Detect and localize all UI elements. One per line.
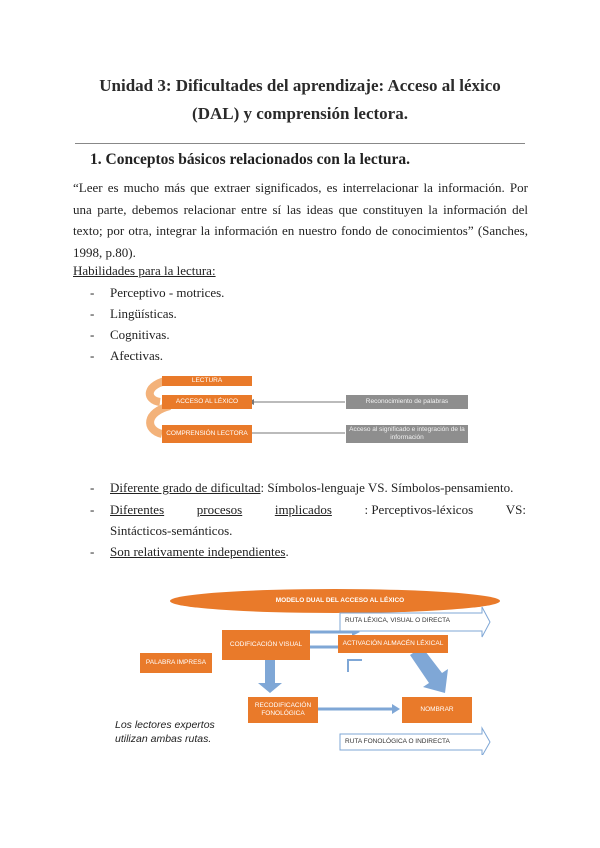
bullet-procesos-continuation: Sintácticos-semánticos. bbox=[110, 523, 233, 538]
bullet-independientes: Son relativamente independientes. bbox=[110, 544, 289, 559]
quote-paragraph: “Leer es mucho más que extraer significados, es interrelacionar la información. Por una parte, debemos relacionar entre sí las ideas que constituyen la información del texto; por otra, integrar la información en nuestro fondo de conocimientos” (Sanches, 1998, p.80). bbox=[73, 180, 528, 260]
box-activacion: ACTIVACIÓN ALMACÉN LÉXICAL bbox=[338, 635, 448, 653]
ruta-lexica-label: RUTA LÉXICA, VISUAL O DIRECTA bbox=[345, 617, 450, 624]
page-title-line-2: (DAL) y comprensión lectora. bbox=[192, 104, 408, 123]
box-reconocimiento: Reconocimiento de palabras bbox=[346, 395, 468, 409]
box-palabra-impresa: PALABRA IMPRESA bbox=[140, 653, 212, 673]
page-title-line-1: Unidad 3: Dificultades del aprendizaje: Acceso al léxico bbox=[99, 76, 501, 95]
box-lectura: LECTURA bbox=[162, 376, 252, 386]
bullet-procesos: Diferentes procesos implicados : Perceptivos-léxicos VS: bbox=[110, 502, 526, 517]
skill-item: Lingüísticas. bbox=[110, 306, 177, 321]
diagram-title: MODELO DUAL DEL ACCESO AL LÉXICO bbox=[275, 597, 405, 604]
diagram-note: Los lectores expertos utilizan ambas rutas. bbox=[115, 719, 215, 745]
skills-heading: Habilidades para la lectura: bbox=[73, 263, 216, 278]
arrow-down-icon bbox=[258, 660, 282, 693]
skill-item: Afectivas. bbox=[110, 348, 164, 363]
bullet-dificultad: Diferente grado de dificultad: Símbolos-lenguaje VS. Símbolos-pensamiento. bbox=[110, 480, 514, 495]
skill-item: Cognitivas. bbox=[110, 327, 170, 342]
connector-arrow bbox=[348, 660, 362, 672]
box-codificacion-visual: CODIFICACIÓN VISUAL bbox=[222, 630, 310, 660]
section-heading: 1. Conceptos básicos relacionados con la lectura. bbox=[90, 151, 411, 168]
title-divider bbox=[75, 143, 525, 144]
arrow-diagonal-icon bbox=[410, 647, 448, 693]
box-recodificacion: RECODIFICACIÓN FONOLÓGICA bbox=[248, 697, 318, 723]
box-comprension: COMPRENSIÓN LECTORA bbox=[162, 425, 252, 443]
box-acceso-lexico: ACCESO AL LÉXICO bbox=[162, 395, 252, 409]
box-nombrar: NOMBRAR bbox=[402, 697, 472, 723]
ruta-fonologica-label: RUTA FONOLÓGICA O INDIRECTA bbox=[345, 738, 450, 745]
box-acceso-significado: Acceso al significado e integración de la información bbox=[346, 425, 468, 443]
skill-item: Perceptivo - motrices. bbox=[110, 285, 225, 300]
arrow-right-icon bbox=[392, 704, 400, 714]
reading-diagram bbox=[140, 370, 480, 445]
